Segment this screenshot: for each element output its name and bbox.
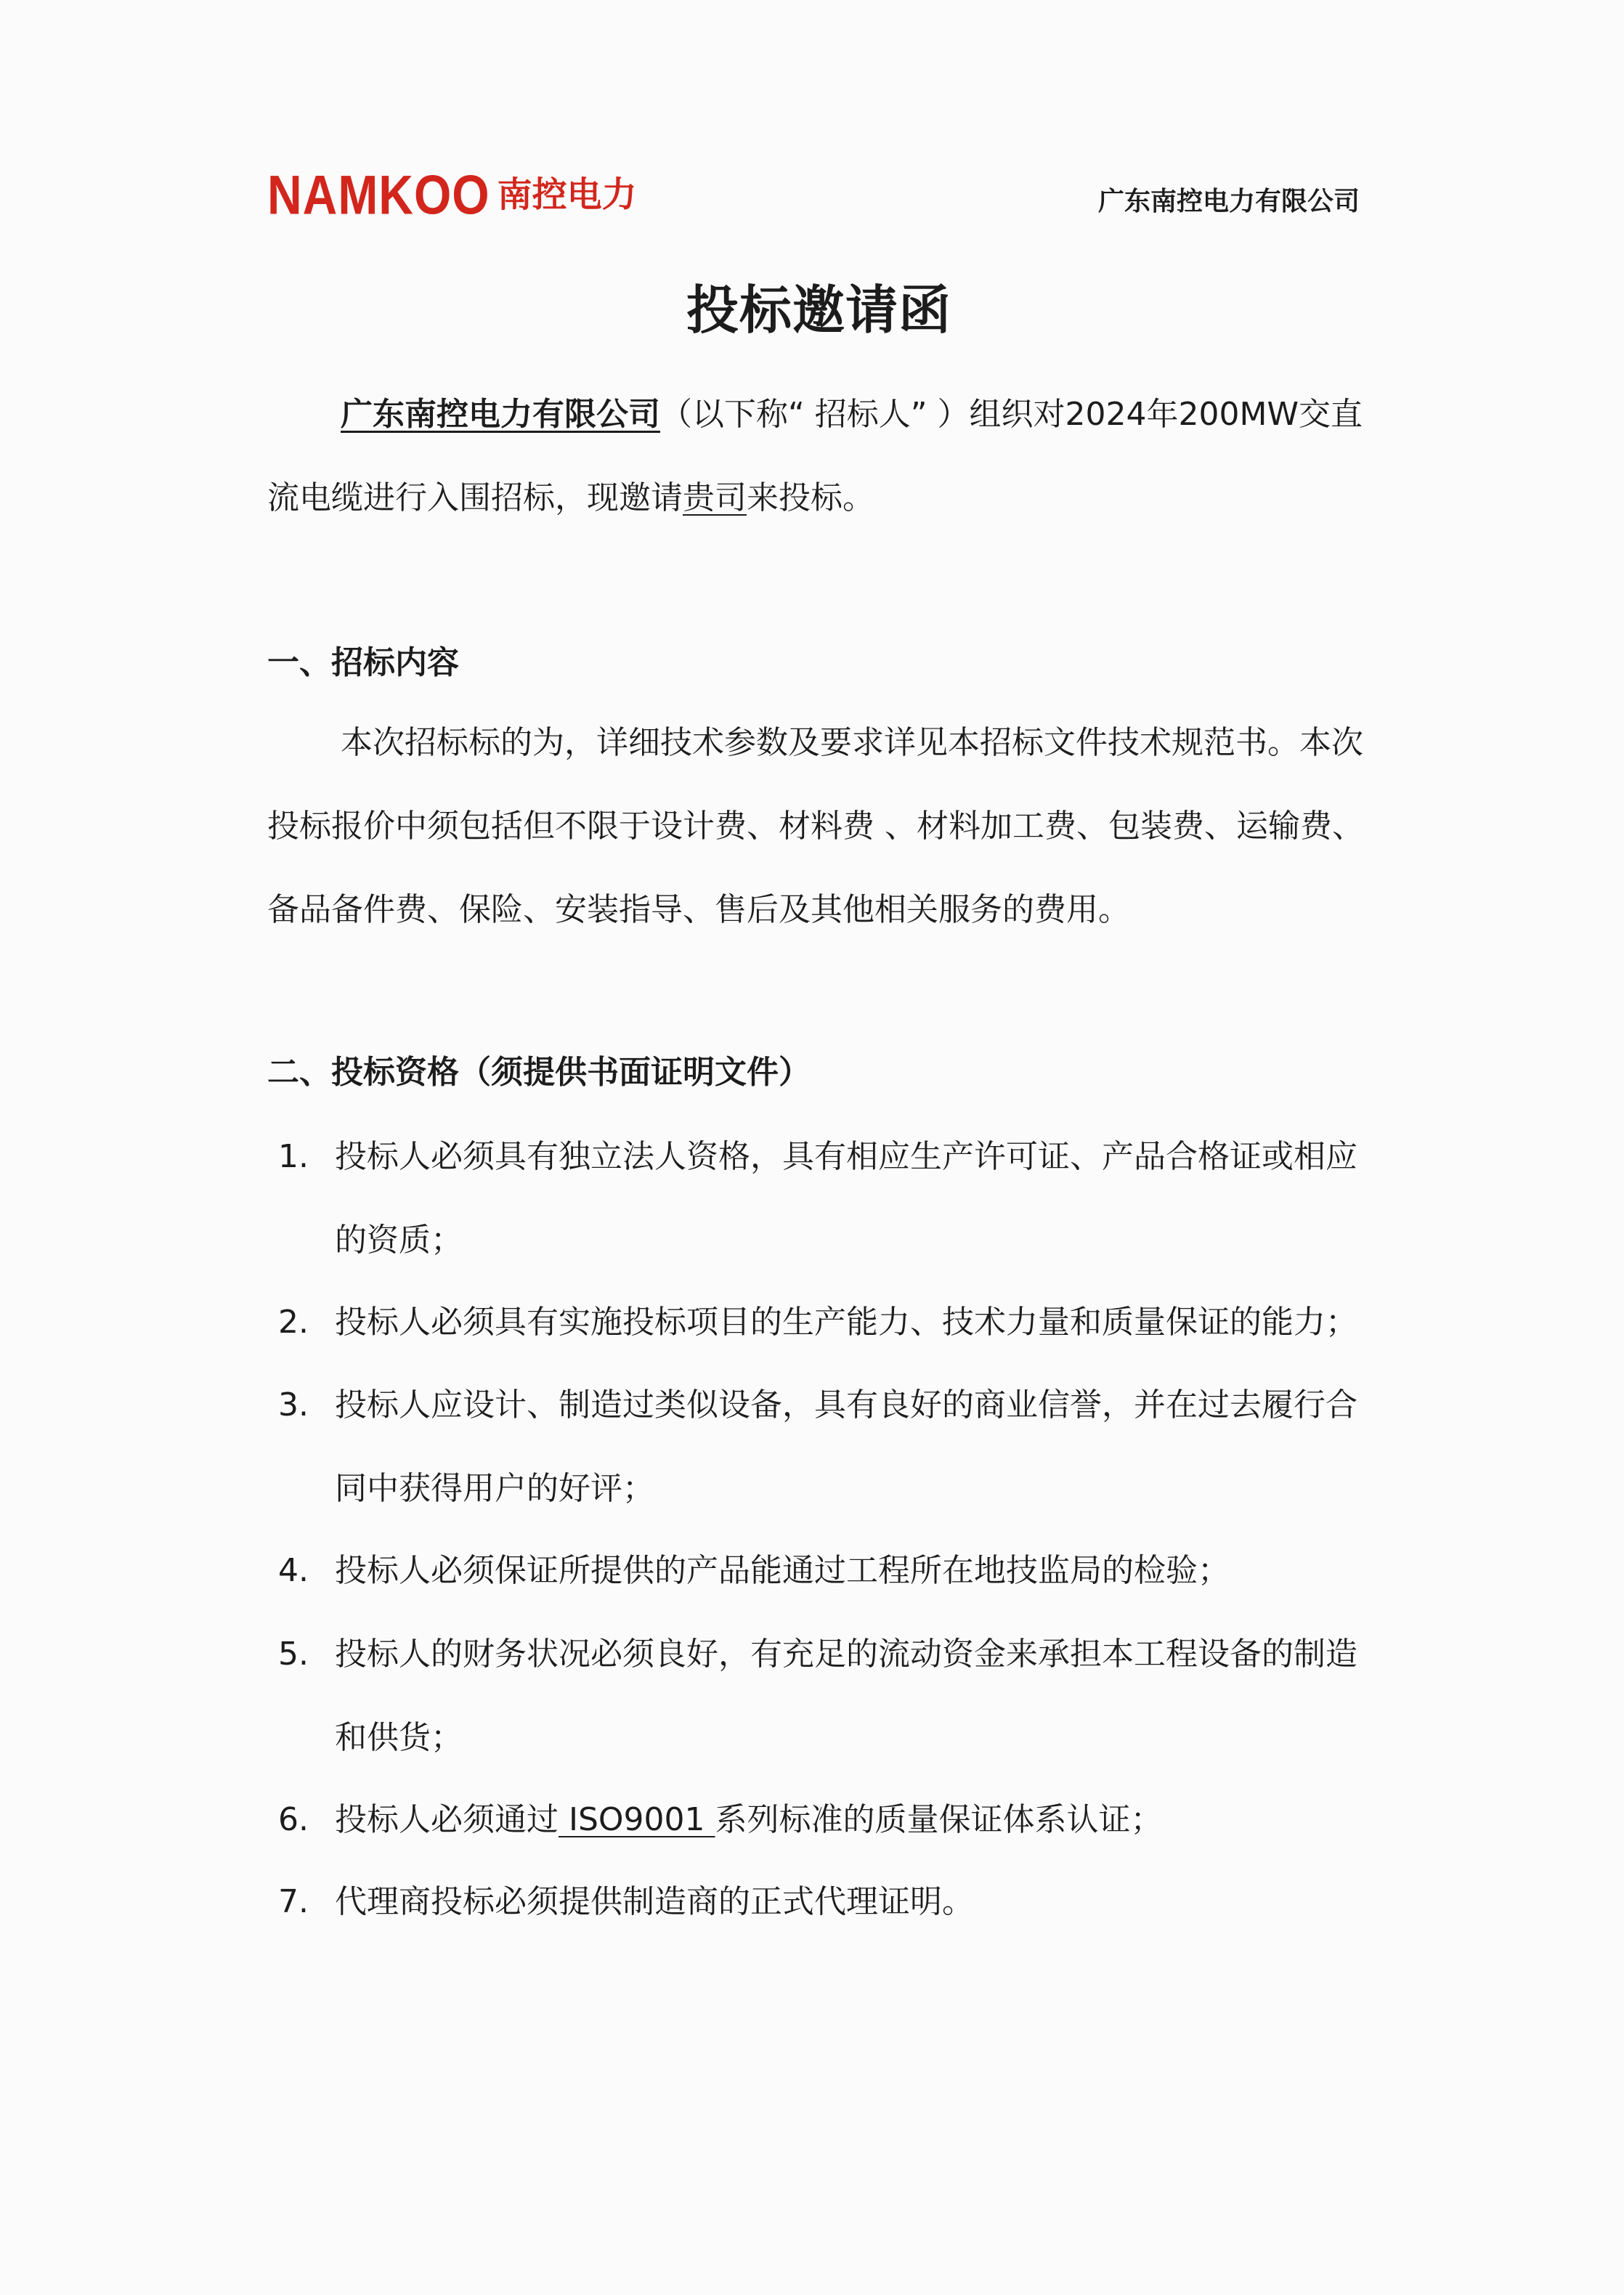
list-item-line: 和供货； — [335, 1719, 463, 1756]
list-item-text — [335, 1115, 1357, 1282]
letterhead-company-name: 广东南控电力有限公司 — [1098, 187, 1360, 216]
list-item-text-before: 投标人必须通过 — [335, 1801, 559, 1838]
company-logo — [267, 163, 637, 226]
list-item-text — [335, 1778, 1163, 1861]
document-title: 投标邀请函 — [686, 280, 952, 341]
list-item-text — [335, 1529, 1230, 1612]
intro-paragraph — [267, 373, 1363, 540]
inviting-company-name: 广东南控电力有限公司 — [341, 396, 660, 433]
list-item-number: 7. — [278, 1883, 309, 1920]
list-item-number: 4. — [278, 1552, 309, 1589]
list-item — [278, 1363, 1357, 1530]
list-item — [278, 1860, 974, 1943]
list-item-line: 同中获得用户的好评； — [335, 1470, 654, 1507]
bid-content-paragraph — [267, 701, 1364, 951]
section-heading-qualifications: 二、投标资格（须提供书面证明文件） — [267, 1054, 811, 1091]
list-item-line: 的资质； — [335, 1222, 463, 1259]
list-item-text — [335, 1612, 1357, 1779]
list-item-line — [335, 1778, 1163, 1861]
logo-wordmark: NAMKOO — [267, 163, 490, 226]
section-heading-bid-content: 一、招标内容 — [267, 644, 459, 681]
list-item-text — [335, 1363, 1357, 1530]
list-item-number: 6. — [278, 1801, 309, 1838]
intro-line-2-end: 来投标。 — [747, 479, 874, 516]
list-item — [278, 1115, 1357, 1282]
paragraph-line: 备品备件费、保险、安装指导、售后及其他相关服务的费用。 — [267, 891, 1130, 928]
paragraph-line: 本次招标标的为，详细技术参数及要求详见本招标文件技术规范书。本次 — [341, 724, 1363, 761]
list-item-text-after: 系列标准的质量保证体系认证； — [715, 1801, 1163, 1838]
certification-standard-underlined — [559, 1801, 715, 1838]
list-item — [278, 1612, 1357, 1779]
list-item-number: 3. — [278, 1386, 309, 1423]
list-item-line: 投标人必须具有独立法人资格，具有相应生产许可证、产品合格证或相应 — [335, 1138, 1357, 1175]
logo-chinese-name: 南控电力 — [497, 174, 637, 215]
list-item-number: 2. — [278, 1304, 309, 1341]
intro-line-1 — [267, 373, 1363, 456]
intro-line-1-text: （以下称“ 招标人” ）组织对2024年200MW交直 — [660, 396, 1363, 433]
certification-standard: ISO9001 — [569, 1801, 705, 1838]
list-item-line: 投标人必须具有实施投标项目的生产能力、技术力量和质量保证的能力； — [335, 1304, 1357, 1341]
list-item-line: 投标人必须保证所提供的产品能通过工程所在地技监局的检验； — [335, 1552, 1230, 1589]
list-item-number: 1. — [278, 1138, 309, 1175]
invitee-underlined: 贵司 — [683, 479, 747, 516]
list-item-number: 5. — [278, 1636, 309, 1673]
list-item-text — [335, 1280, 1357, 1364]
list-item — [278, 1529, 1230, 1612]
list-item-line: 投标人应设计、制造过类似设备，具有良好的商业信誉，并在过去履行合 — [335, 1386, 1357, 1423]
list-item-line: 投标人的财务状况必须良好，有充足的流动资金来承担本工程设备的制造 — [335, 1636, 1357, 1673]
paragraph-line: 投标报价中须包括但不限于设计费、材料费 、材料加工费、包装费、运输费、 — [267, 808, 1364, 845]
list-item — [278, 1778, 1163, 1861]
intro-line-2 — [267, 456, 1363, 540]
intro-line-2-text: 流电缆进行入围招标，现邀请 — [267, 479, 683, 516]
list-item-text — [335, 1860, 974, 1943]
list-item — [278, 1280, 1357, 1364]
list-item-line: 代理商投标必须提供制造商的正式代理证明。 — [335, 1883, 974, 1920]
